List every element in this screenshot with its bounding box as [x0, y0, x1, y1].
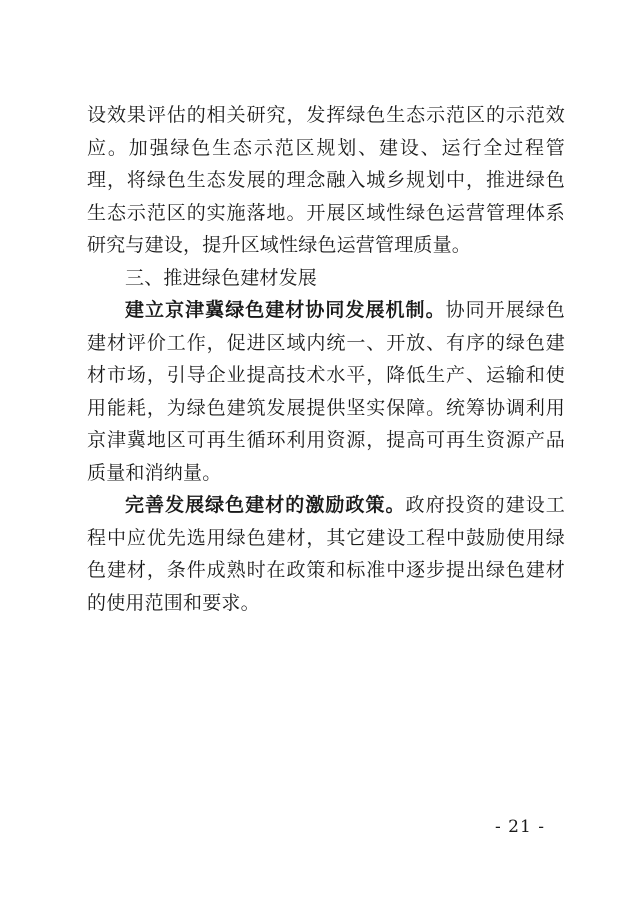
paragraph-collaboration — [87, 294, 565, 489]
paragraph-incentives — [87, 489, 565, 619]
document-body — [87, 99, 565, 619]
paragraph-lead: 建立京津冀绿色建材协同发展机制。 — [125, 299, 446, 321]
section-heading: 三、推进绿色建材发展 — [125, 266, 318, 289]
paragraph-lead: 完善发展绿色建材的激励政策。 — [125, 494, 406, 516]
paragraph-continuation — [87, 99, 565, 262]
paragraph-text: 协同开展绿色建材评价工作，促进区域内统一、开放、有序的绿色建材市场，引导企业提高技术水平，降低生产、运输和使用能耗，为绿色建筑发展提供坚实保障。统筹协调利用京津冀地区可再生循环利用资源，提高可再生资源产品质量和消纳量。 — [87, 299, 565, 484]
paragraph-text: 政府投资的建设工程中应优先选用绿色建材，其它建设工程中鼓励使用绿色建材，条件成熟时在政策和标准中逐步提出绿色建材的使用范围和要求。 — [87, 494, 565, 614]
page-number: - 21 - — [495, 817, 545, 837]
paragraph-text: 设效果评估的相关研究，发挥绿色生态示范区的示范效应。加强绿色生态示范区规划、建设、运行全过程管理，将绿色生态发展的理念融入城乡规划中，推进绿色生态示范区的实施落地。开展区域性绿色运营管理体系研究与建设，提升区域性绿色运营管理质量。 — [87, 104, 565, 256]
